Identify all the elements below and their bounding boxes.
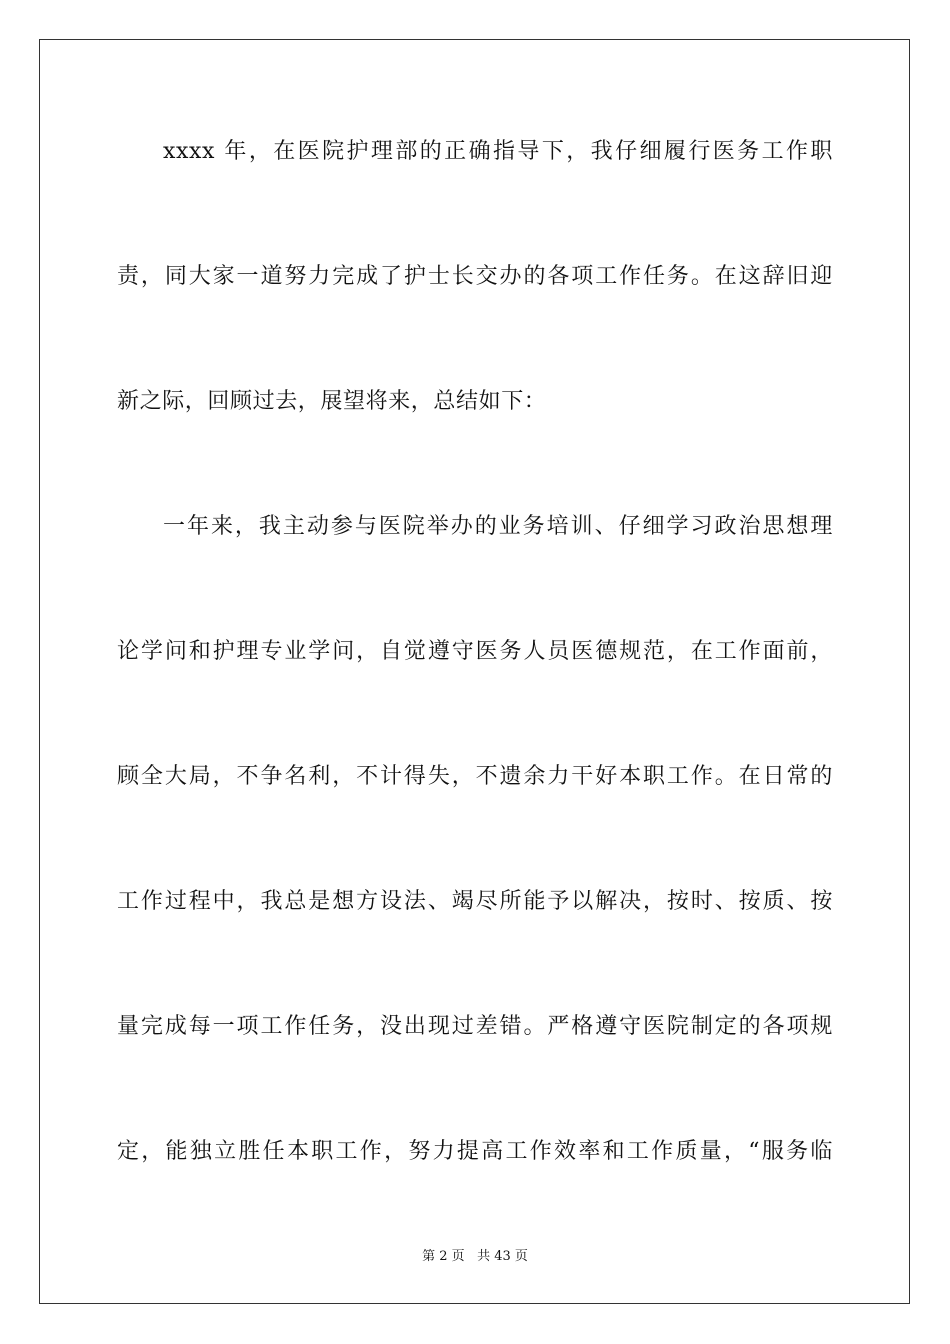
page-footer — [0, 1248, 950, 1266]
paragraph-2-line-1: 一年来，我主动参与医院举办的业务培训、仔细学习政治思想理 — [163, 514, 833, 539]
total-page-count: 共 43 页 — [477, 1249, 528, 1264]
page-border — [39, 39, 910, 1304]
paragraph-2-line-2: 论学问和护理专业学问，自觉遵守医务人员医德规范，在工作面前， — [117, 639, 833, 664]
paragraph-1-line-2: 责，同大家一道努力完成了护士长交办的各项工作任务。在这辞旧迎 — [117, 264, 833, 289]
paragraph-1-line-1: xxxx 年，在医院护理部的正确指导下，我仔细履行医务工作职 — [163, 139, 833, 164]
paragraph-2-line-3: 顾全大局，不争名利，不计得失，不遗余力干好本职工作。在日常的 — [117, 764, 833, 789]
paragraph-1-line-3: 新之际，回顾过去，展望将来，总结如下： — [117, 389, 547, 414]
paragraph-2-line-5: 量完成每一项工作任务，没出现过差错。严格遵守医院制定的各项规 — [117, 1014, 833, 1039]
paragraph-2-line-4: 工作过程中，我总是想方设法、竭尽所能予以解决，按时、按质、按 — [117, 889, 833, 914]
paragraph-2-line-6: 定，能独立胜任本职工作，努力提高工作效率和工作质量，“服务临 — [117, 1139, 833, 1164]
current-page-number: 第 2 页 — [422, 1249, 465, 1264]
